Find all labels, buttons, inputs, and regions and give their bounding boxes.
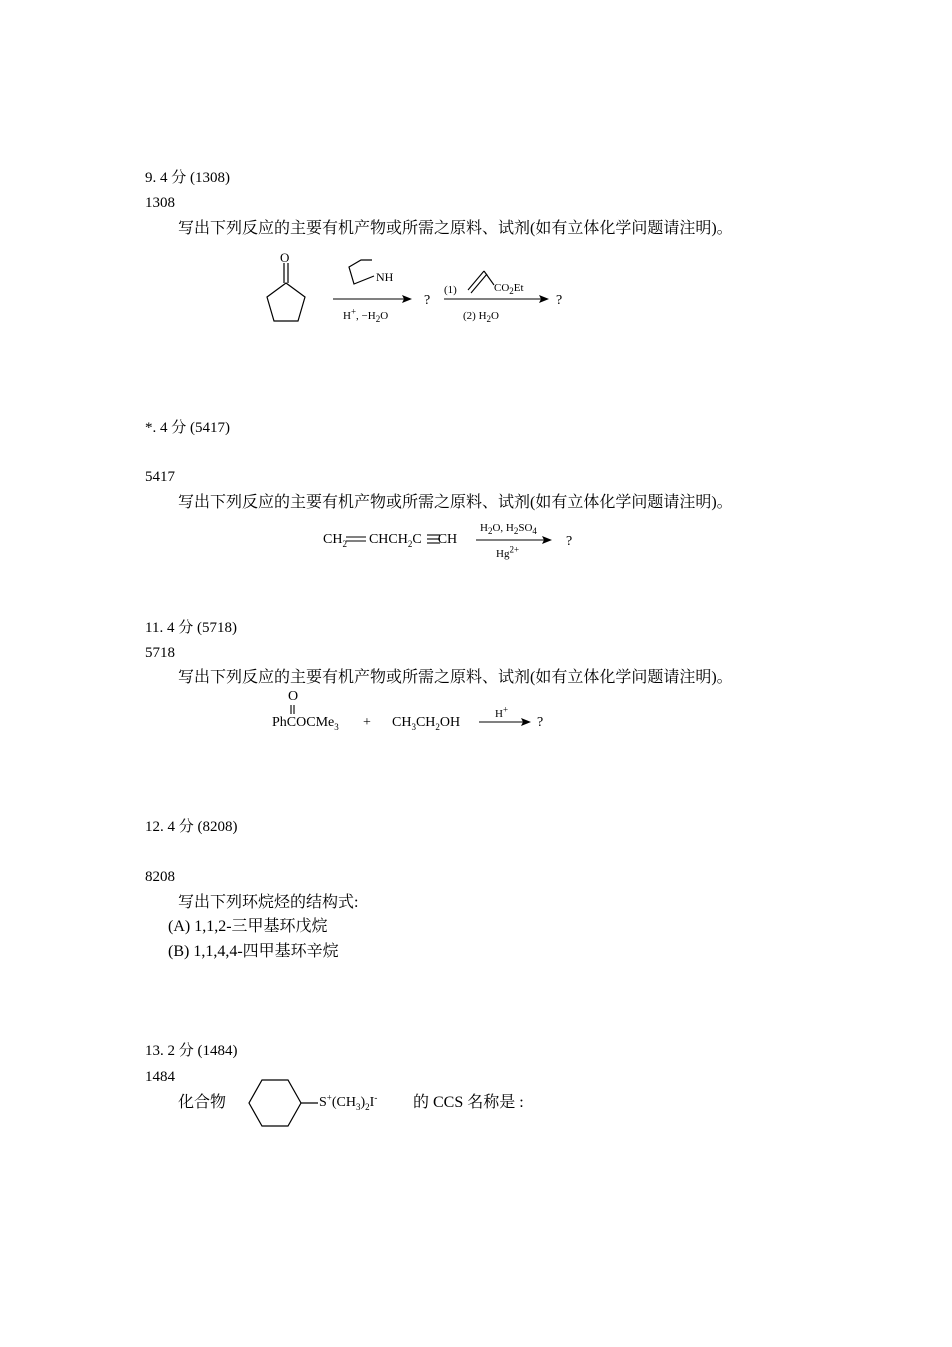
carbonyl-oxygen-label: O xyxy=(280,250,290,265)
pyrrolidine-nh-label: NH xyxy=(376,270,394,284)
product-unknown-3: ? xyxy=(537,715,544,730)
arrow-3-reagents: $H_2O$, $H_2SO_4$ xyxy=(480,522,537,537)
intermediate-unknown: ? xyxy=(424,293,431,308)
sulfonium-substituent: $S^+(CH_3)_2I^-$ xyxy=(319,1092,378,1112)
question-10-id: 5417 xyxy=(145,469,175,485)
ketone-reactant: PhCOCMe$_3$ xyxy=(272,715,339,732)
question-12-item-b: (B) 1,1,4,4-四甲基环辛烷 xyxy=(168,943,339,960)
question-13-id: 1484 xyxy=(145,1069,175,1085)
question-10-header: *. 4 分 (5417) xyxy=(145,420,230,436)
step-1-label: (1) xyxy=(444,284,457,296)
product-unknown: ? xyxy=(556,293,563,308)
question-12-prompt: 写出下列环烷烃的结构式: xyxy=(178,894,359,911)
ethanol-reactant: $CH_3CH_2OH$ xyxy=(392,715,461,732)
question-12-id: 8208 xyxy=(145,869,175,885)
question-9-id: 1308 xyxy=(145,195,175,211)
question-9-prompt: 写出下列反应的主要有机产物或所需之原料、试剂(如有立体化学问题请注明)。 xyxy=(178,220,733,237)
question-13-header: 13. 2 分 (1484) xyxy=(145,1043,238,1059)
ketone-oxygen-label: O xyxy=(288,689,299,704)
question-12-item-a: (A) 1,1,2-三甲基环戊烷 xyxy=(168,918,328,935)
ester-group-label: $CO_2Et$ xyxy=(494,282,524,297)
question-11-prompt: 写出下列反应的主要有机产物或所需之原料、试剂(如有立体化学问题请注明)。 xyxy=(178,669,733,686)
question-12-header: 12. 4 分 (8208) xyxy=(145,819,238,835)
arrow-1-condition: H+, $-H_2O$ xyxy=(343,306,389,325)
question-10-prompt: 写出下列反应的主要有机产物或所需之原料、试剂(如有立体化学问题请注明)。 xyxy=(178,494,733,511)
arrow-3-catalyst: $Hg^{2+}$ xyxy=(496,544,520,560)
enyne-reactant: $CH_2$ $CHCH_2C$ CH xyxy=(323,532,458,549)
arrow-4-catalyst: H+ xyxy=(495,704,509,720)
question-9-header: 9. 4 分 (1308) xyxy=(145,170,230,186)
step-2-label: (2) $H_2O$ xyxy=(463,310,499,325)
question-11-header: 11. 4 分 (5718) xyxy=(145,620,237,636)
product-unknown-2: ? xyxy=(566,534,573,549)
question-13-prompt-before: 化合物 xyxy=(178,1094,227,1111)
question-13-prompt-after: 的 CCS 名称是 : xyxy=(413,1094,524,1111)
question-11-id: 5718 xyxy=(145,645,175,661)
plus-sign: + xyxy=(363,715,371,730)
